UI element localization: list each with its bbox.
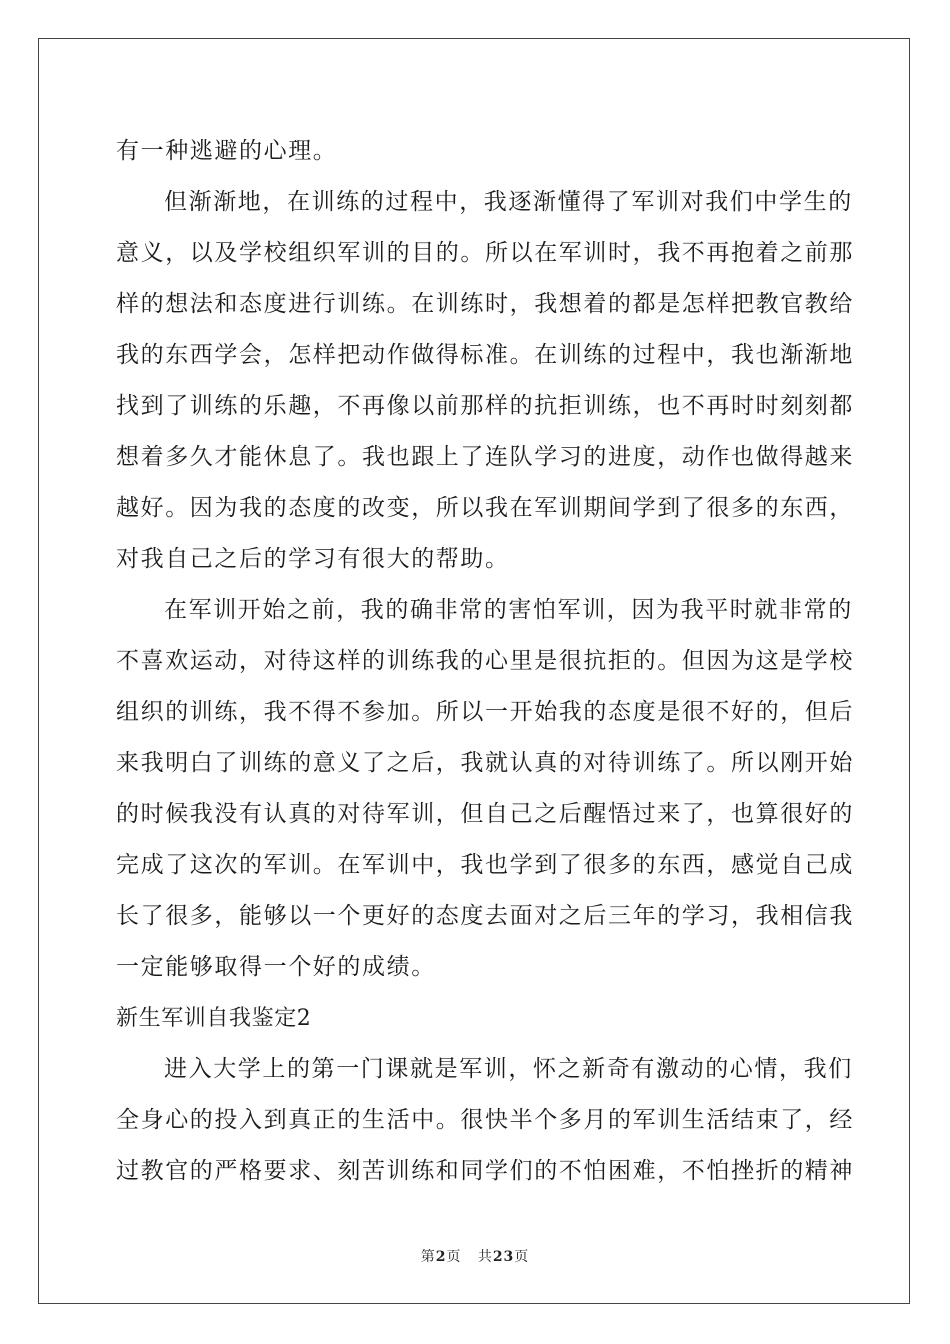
text-line: 全身心的投入到真正的生活中。很快半个多月的军训生活结束了，经	[116, 1107, 854, 1133]
text-line: 不喜欢运动，对待这样的训练我的心里是很抗拒的。但因为这是学校	[116, 648, 854, 674]
text-line: 有一种逃避的心理。	[116, 138, 338, 164]
document-body	[116, 126, 854, 1197]
total-pages: 23	[492, 1249, 515, 1265]
text-line: 完成了这次的军训。在军训中，我也学到了很多的东西，感觉自己成	[116, 852, 854, 878]
text-line: 样的想法和态度进行训练。在训练时，我想着的都是怎样把教官教给	[116, 291, 854, 317]
section-heading: 新生军训自我鉴定2	[116, 1006, 312, 1031]
text-line: 长了很多，能够以一个更好的态度去面对之后三年的学习，我相信我	[116, 903, 854, 929]
total-prefix: 共	[477, 1249, 493, 1265]
paragraph-start: 但渐渐地，在训练的过程中，我逐渐懂得了军训对我们中学生的	[164, 189, 853, 215]
page-prefix: 第	[420, 1249, 436, 1265]
text-line: 意义，以及学校组织军训的目的。所以在军训时，我不再抱着之前那	[116, 240, 854, 266]
text-line: 过教官的严格要求、刻苦训练和同学们的不怕困难，不怕挫折的精神	[116, 1158, 854, 1184]
page-suffix: 页	[446, 1249, 462, 1265]
total-suffix: 页	[514, 1249, 530, 1265]
text-line: 想着多久才能休息了。我也跟上了连队学习的进度，动作也做得越来	[116, 444, 854, 470]
text-line: 对我自己之后的学习有很大的帮助。	[116, 546, 510, 572]
text-line: 的时候我没有认真的对待军训，但自己之后醒悟过来了，也算很好的	[116, 801, 854, 827]
page-number: 2	[435, 1249, 447, 1265]
text-line: 一定能够取得一个好的成绩。	[116, 954, 436, 980]
text-line: 我的东西学会，怎样把动作做得标准。在训练的过程中，我也渐渐地	[116, 342, 854, 368]
text-line: 来我明白了训练的意义了之后，我就认真的对待训练了。所以刚开始	[116, 750, 854, 776]
page-footer	[0, 1246, 950, 1266]
text-line: 组织的训练，我不得不参加。所以一开始我的态度是很不好的，但后	[116, 699, 854, 725]
text-line: 越好。因为我的态度的改变，所以我在军训期间学到了很多的东西，	[116, 495, 854, 521]
paragraph-start: 在军训开始之前，我的确非常的害怕军训，因为我平时就非常的	[164, 597, 853, 623]
paragraph-start: 进入大学上的第一门课就是军训，怀之新奇有激动的心情，我们	[164, 1056, 853, 1082]
text-line: 找到了训练的乐趣，不再像以前那样的抗拒训练，也不再时时刻刻都	[116, 393, 854, 419]
